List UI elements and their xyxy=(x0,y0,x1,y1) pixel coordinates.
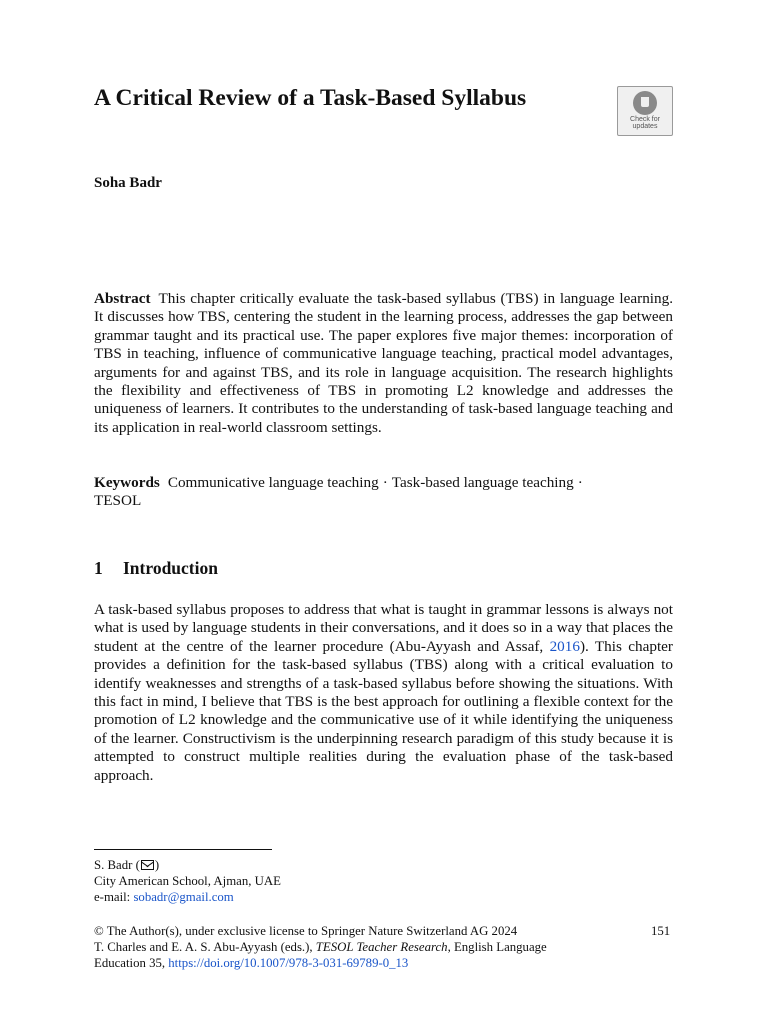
book-series: , English Language xyxy=(447,940,547,954)
footnote-email xyxy=(94,889,234,905)
page-number: 151 xyxy=(651,924,671,938)
doi-link[interactable]: https://doi.org/10.1007/978-3-031-69789-0_13 xyxy=(168,956,409,970)
envelope-icon xyxy=(141,860,154,870)
section-title: Introduction xyxy=(123,558,218,578)
citation-link[interactable]: 2016 xyxy=(549,637,580,655)
check-for-updates-icon xyxy=(633,91,657,115)
keyword-item: Task-based language teaching xyxy=(391,474,574,491)
copyright-notice: © The Author(s), under exclusive license to Springer Nature Switzerland AG 2024 xyxy=(94,924,518,938)
badge-line-1: Check for xyxy=(630,116,660,123)
introduction-paragraph xyxy=(94,601,673,785)
section-heading xyxy=(94,558,218,579)
badge-line-2: updates xyxy=(632,123,658,130)
keywords xyxy=(94,474,673,511)
book-title: TESOL Teacher Research xyxy=(315,940,448,954)
author-name: Soha Badr xyxy=(94,175,162,191)
intro-text-part-2: ). This chapter provides a definition for the task-based syllabus (TBS) along with a critical evaluation to identify weaknesses and strengths of a task-based syllabus before showing the situations. With this fact in mind, I believe that TBS is the best approach for outlining a flexible context for the promotion of L2 knowledge and the communicative use of it while identifying the uniqueness of the learner. Constructivism is the underpinning research paradigm of this study because it is attempted to construct multiple realities during the evaluation phase of the task-based approach. xyxy=(94,637,673,784)
keyword-separator: · xyxy=(577,474,583,491)
abstract-label: Abstract xyxy=(94,290,151,307)
email-link[interactable]: sobadr@gmail.com xyxy=(133,890,234,904)
footnote-author-close: ) xyxy=(154,858,160,872)
section-number: 1 xyxy=(94,558,103,578)
keyword-separator: · xyxy=(382,474,388,491)
check-for-updates-badge[interactable] xyxy=(617,86,673,136)
series-volume: Education 35, xyxy=(94,956,169,970)
footnote-author xyxy=(94,857,159,873)
book-citation-line-2 xyxy=(94,955,654,971)
book-editors: T. Charles and E. A. S. Abu-Ayyash (eds.), xyxy=(94,940,316,954)
footnote-divider xyxy=(94,849,272,850)
keyword-item: TESOL xyxy=(94,492,142,510)
chapter-title: A Critical Review of a Task-Based Syllabus xyxy=(94,85,527,111)
footnote-author-name: S. Badr ( xyxy=(94,858,140,872)
keywords-label: Keywords xyxy=(94,474,160,491)
email-label: e-mail: xyxy=(94,890,134,904)
abstract xyxy=(94,290,673,437)
footnote-affiliation: City American School, Ajman, UAE xyxy=(94,874,281,888)
abstract-text: This chapter critically evaluate the task-based syllabus (TBS) in language learning. It discusses how TBS, centering the student in the learning process, addresses the gap between grammar taught and its practical use. The paper explores five major themes: incorporation of TBS in teaching, influence of communicative language teaching, practical model advantages, arguments for and against TBS, and its role in language acquisition. The research highlights the flexibility and effectiveness of TBS in promoting L2 knowledge and addresses the uniqueness of learners. It contributes to the understanding of task-based language teaching and its application in real-world classroom settings. xyxy=(94,290,673,436)
intro-text-part-1: A task-based syllabus proposes to address that what is taught in grammar lessons is always not what is used by language students in their conversations, and it does so in a way that places the student at the centre of the learner procedure (Abu-Ayyash and Assaf, xyxy=(94,601,673,655)
keyword-item: Communicative language teaching xyxy=(167,474,379,491)
book-citation xyxy=(94,939,654,955)
